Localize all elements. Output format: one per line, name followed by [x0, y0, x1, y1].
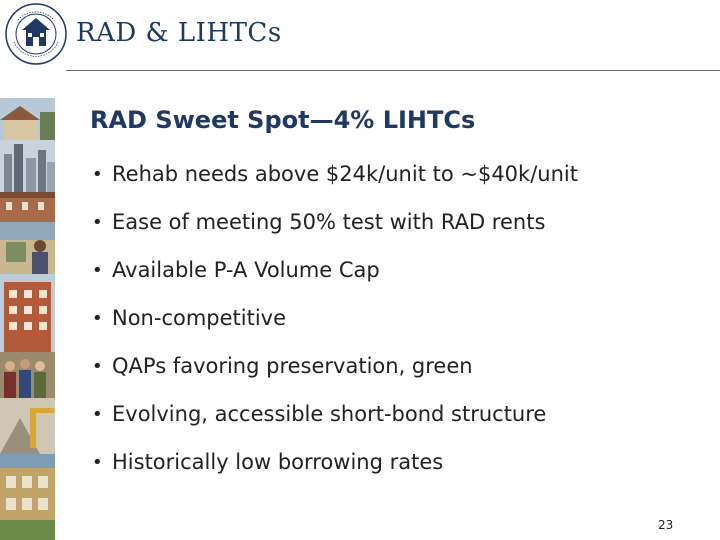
page-number: 23 [658, 518, 674, 532]
bullet-dot-icon: • [92, 259, 103, 281]
bullet-text: QAPs favoring preservation, green [112, 354, 473, 378]
bullet-item [92, 438, 702, 486]
bullet-dot-icon: • [92, 403, 103, 425]
photo-group-image [0, 352, 55, 398]
bullet-item [92, 246, 702, 294]
bullet-item [92, 198, 702, 246]
bullet-text: Historically low borrowing rates [112, 450, 444, 474]
photo-house-image [0, 98, 55, 140]
bullet-item [92, 150, 702, 198]
content-title: RAD Sweet Spot—4% LIHTCs [90, 106, 476, 134]
bullet-text: Available P-A Volume Cap [112, 258, 380, 282]
header-divider [66, 70, 720, 71]
bullet-dot-icon: • [92, 163, 103, 185]
bullet-text: Evolving, accessible short-bond structure [112, 402, 547, 426]
bullet-dot-icon: • [92, 451, 103, 473]
header-title: RAD & LIHTCs [76, 18, 282, 48]
bullet-dot-icon: • [92, 355, 103, 377]
photo-residents-image [0, 222, 55, 274]
bullet-item [92, 390, 702, 438]
bullet-text: Ease of meeting 50% test with RAD rents [112, 210, 546, 234]
photo-skyline-image [0, 140, 55, 192]
photo-collage-strip [0, 98, 55, 540]
bullet-item [92, 294, 702, 342]
bullet-text: Non-competitive [112, 306, 287, 330]
photo-storefront-image [0, 454, 55, 540]
bullet-item [92, 342, 702, 390]
photo-apartment-building-image [0, 274, 55, 352]
bullet-dot-icon: • [92, 211, 103, 233]
photo-construction-image [0, 398, 55, 454]
photo-rowhouses-image [0, 192, 55, 222]
bullet-dot-icon: • [92, 307, 103, 329]
hud-seal-logo [4, 2, 68, 66]
bullet-list [92, 150, 702, 486]
bullet-text: Rehab needs above $24k/unit to ~$40k/unit [112, 162, 578, 186]
